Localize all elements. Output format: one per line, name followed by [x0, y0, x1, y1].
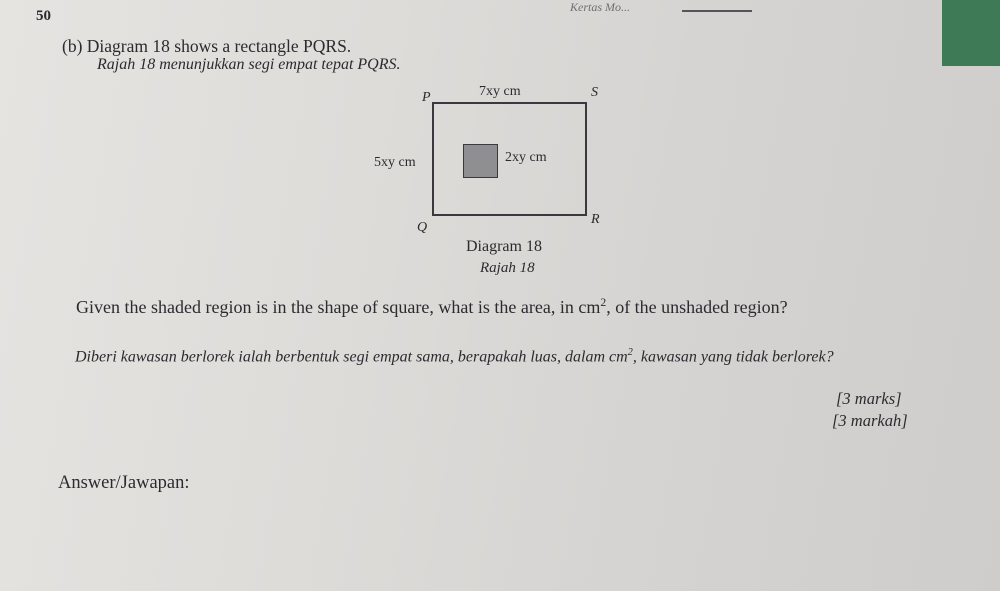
vertex-p: P	[422, 90, 431, 105]
question-part: (b)	[62, 36, 83, 56]
top-note: Kertas Mo...	[570, 0, 630, 14]
question-body-ms	[75, 338, 935, 372]
marks-en: [3 marks]	[836, 389, 902, 408]
vertex-r: R	[591, 212, 600, 227]
page-number: 50	[36, 8, 51, 24]
unit-exponent-en: 2	[600, 296, 607, 309]
vertex-s: S	[591, 85, 598, 100]
question-body-ms-start: Diberi kawasan berlorek ialah berbentuk segi empat sama, berapakah luas, dalam cm	[75, 348, 628, 366]
diagram-caption-ms: Rajah 18	[480, 260, 535, 276]
question-body-en-end: , of the unshaded region?	[606, 297, 788, 317]
unit-exponent-ms: 2	[627, 347, 633, 358]
marks-ms: [3 markah]	[832, 411, 908, 430]
question-body-en	[76, 288, 936, 322]
square-side-label: 2xy cm	[505, 150, 547, 165]
top-rule	[682, 10, 752, 12]
question-body-ms-end: , kawasan yang tidak berlorek?	[632, 348, 834, 366]
question-intro-ms: Rajah 18 menunjukkan segi empat tepat PQRS.	[97, 56, 401, 73]
shaded-square	[463, 144, 498, 178]
question-intro-en-text: Diagram 18 shows a rectangle PQRS.	[86, 36, 352, 56]
left-length-label: 5xy cm	[374, 155, 416, 170]
top-length-label: 7xy cm	[479, 84, 521, 99]
diagram-caption-en: Diagram 18	[466, 238, 542, 255]
corner-tab	[942, 0, 1000, 66]
vertex-q: Q	[417, 220, 428, 235]
answer-label: Answer/Jawapan:	[58, 473, 190, 493]
question-intro-en	[62, 36, 351, 57]
question-body-en-start: Given the shaded region is in the shape of square, what is the area, in cm	[76, 297, 601, 317]
